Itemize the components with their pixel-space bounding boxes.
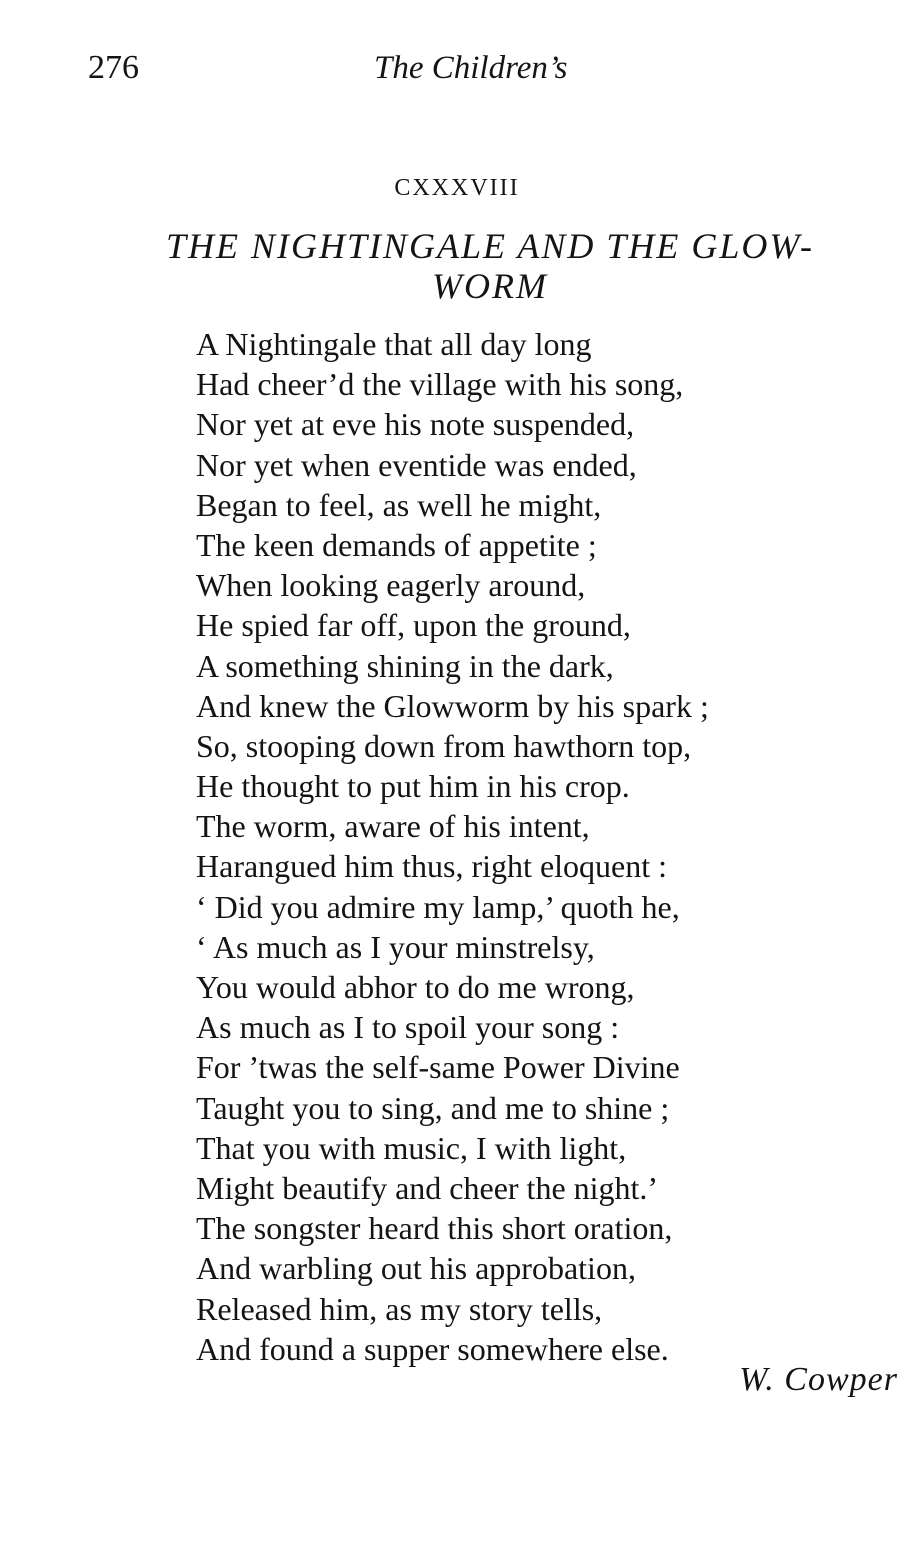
poem-title-line: THE NIGHTINGALE AND THE GLOW- (165, 226, 815, 266)
poem-line: The worm, aware of his intent, (196, 808, 590, 845)
poem-line: The songster heard this short oration, (196, 1210, 673, 1247)
poem-number: CXXXVIII (394, 175, 520, 201)
poem-line: You would abhor to do me wrong, (196, 969, 635, 1005)
poem-line: The keen demands of appetite ; (196, 526, 597, 563)
poem-line: Had cheer’d the village with his song, (196, 366, 684, 403)
poem-line: A Nightingale that all day long (196, 326, 592, 362)
page-number: 276 (88, 49, 139, 86)
poem-title (80, 226, 900, 306)
poem-line: Nor yet when eventide was ended, (196, 446, 637, 483)
poem-line: Harangued him thus, right eloquent : (196, 848, 668, 885)
poem-line: A something shining in the dark, (196, 647, 614, 684)
poem-line: So, stooping down from hawthorn top, (196, 727, 692, 764)
running-head: The Children’s (374, 50, 568, 86)
poem-line: He thought to put him in his crop. (196, 768, 630, 805)
poem-line: Taught you to sing, and me to shine ; (196, 1089, 670, 1126)
poem-line: As much as I to spoil your song : (196, 1009, 620, 1046)
poem-line: For ’twas the self-same Power Divine (196, 1049, 680, 1086)
poem-line: When looking eagerly around, (196, 567, 586, 604)
poem-line: Might beautify and cheer the night.’ (196, 1169, 659, 1206)
poem-line: Released him, as my story tells, (196, 1290, 603, 1327)
poem-line: ‘ Did you admire my lamp,’ quoth he, (196, 888, 680, 925)
poem-attribution: W. Cowper (739, 1361, 898, 1398)
poem-line: And warbling out his approbation, (196, 1250, 636, 1287)
poem-line: ‘ As much as I your minstrelsy, (196, 928, 595, 965)
poem-line: And found a supper somewhere else. (196, 1330, 669, 1367)
poem-title-line: WORM (432, 266, 548, 306)
poem-line: He spied far off, upon the ground, (196, 607, 631, 644)
poem-body (196, 324, 709, 1369)
poem-line: Nor yet at eve his note suspended, (196, 406, 635, 443)
poem-line: And knew the Glowworm by his spark ; (196, 687, 709, 724)
poem-line: That you with music, I with light, (196, 1129, 627, 1166)
poem-line: Began to feel, as well he might, (196, 486, 602, 523)
